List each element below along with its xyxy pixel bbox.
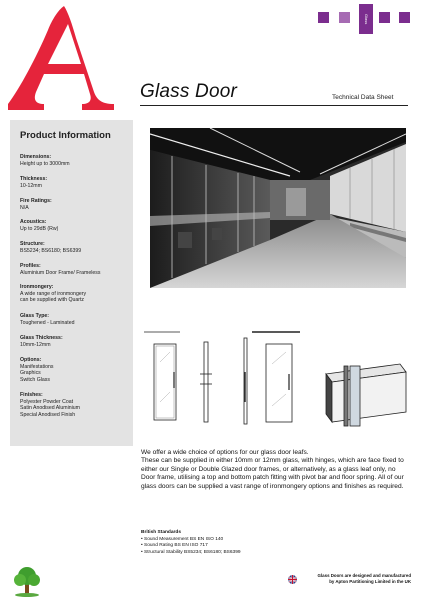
decor-square bbox=[339, 12, 350, 23]
uk-flag-icon bbox=[288, 575, 297, 584]
decor-square bbox=[399, 12, 410, 23]
product-info-panel bbox=[10, 120, 133, 446]
british-standards bbox=[141, 530, 241, 556]
header-rule bbox=[140, 105, 408, 106]
page-title: Glass Door bbox=[140, 81, 238, 102]
spec-fire-ratings: Fire Ratings: N/A bbox=[20, 198, 52, 211]
standard-item: • Sound Rating BS EN ISO 717 bbox=[141, 543, 208, 549]
british-standards-heading: British Standards bbox=[141, 530, 181, 535]
product-info-heading: Product Information bbox=[20, 130, 111, 141]
standard-item: • Structural Stability BS5234; BS6180; BS6399 bbox=[141, 549, 241, 555]
spec-options: Options: Manifestations Graphics Switch Glass bbox=[20, 357, 54, 383]
door-technical-drawings bbox=[140, 322, 410, 430]
spec-glass-thickness: Glass Thickness: 10mm-12mm bbox=[20, 335, 63, 348]
description-intro: We offer a wide choice of options for our glass door leafs. bbox=[141, 449, 309, 456]
spec-acoustics: Acoustics: Up to 29dB (Rw) bbox=[20, 219, 59, 232]
apton-logo bbox=[2, 0, 120, 118]
decor-square bbox=[318, 12, 329, 23]
spec-thickness: Thickness: 10-12mm bbox=[20, 176, 48, 189]
decor-square bbox=[379, 12, 390, 23]
glass-tab: Glass bbox=[359, 4, 373, 34]
spec-finishes: Finishes: Polyester Powder Coat Satin Anodised Aluminium Special Anodised Finish bbox=[20, 392, 80, 418]
spec-structure: Structure: BS5234; BS6180; BS6399 bbox=[20, 241, 82, 254]
description-body: These can be supplied in either 10mm or 12mm glass, with hinges, which are face fixed to either our Single or Double Glazed door frames, or alternatively, as a glass leaf only, no Door frame, utilising a top and bottom patch fitting with pivot bar and floor spring. All of our glass doors can be supplied a vast range of ironmongery options and finishes as required. bbox=[141, 457, 404, 490]
spec-profiles: Profiles: Aluminium Door Frame/ Frameless bbox=[20, 263, 101, 276]
spec-ironmongery: Ironmongery: A wide range of ironmongery can be supplied with Quartz bbox=[20, 284, 87, 304]
standard-item: • Sound Measurement BS EN ISO 140 bbox=[141, 537, 224, 543]
spec-glass-type: Glass Type: Toughened - Laminated bbox=[20, 313, 75, 326]
footer-note: Glass Doors are designed and manufactured by Apton Partitioning Limited in the UK bbox=[317, 573, 411, 584]
page-subtitle: Technical Data Sheet bbox=[332, 94, 394, 101]
product-description bbox=[141, 449, 411, 491]
spec-dimensions: Dimensions: Height up to 3000mm bbox=[20, 154, 70, 167]
tree-icon bbox=[12, 565, 42, 597]
glass-corridor-photo bbox=[150, 128, 406, 288]
